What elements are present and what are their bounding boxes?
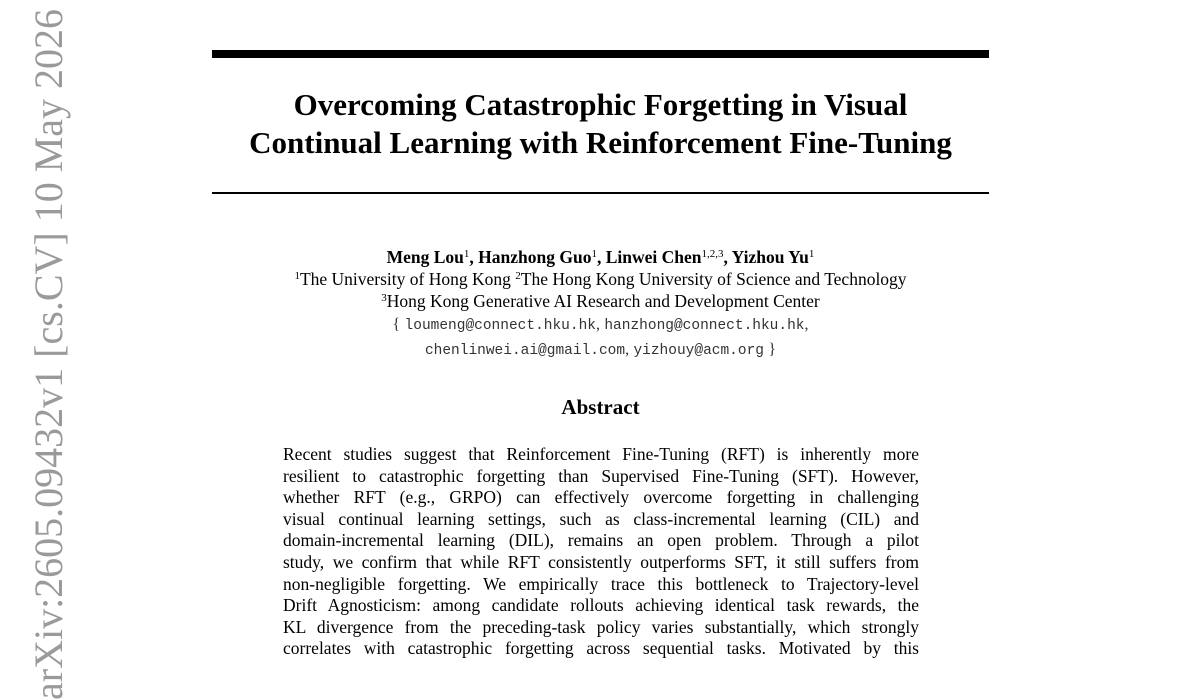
affiliation-line	[212, 268, 989, 290]
email-open-brace: {	[392, 316, 401, 333]
affiliation: Hong Kong Generative AI Research and Development Center	[386, 291, 820, 311]
email-line: { loumeng@connect.hku.hk, hanzhong@connect.hku.hk,	[392, 316, 809, 334]
abstract-line: correlates with catastrophic forgetting across sequential tasks. Motivated by this	[283, 638, 919, 659]
author-name: Hanzhong Guo	[478, 247, 592, 267]
title-bottom-rule	[212, 192, 989, 194]
author-list: Meng Lou$^1$, Hanzhong Guo$^1$, Linwei Chen$^{1,2,3}$, Yizhou Yu$^1$	[386, 247, 815, 267]
title-line: Overcoming Catastrophic Forgetting in Visual	[293, 87, 908, 122]
paper-title	[212, 86, 989, 162]
abstract-line: domain-incremental learning (DIL), remains an open problem. Through a pilot	[283, 530, 919, 551]
abstract-line: Drift Agnosticism: among candidate rollouts achieving identical task rewards, the	[283, 595, 919, 616]
author-affil-sup: 1	[591, 248, 597, 260]
email-line: chenlinwei.ai@gmail.com, yizhouy@acm.org }	[424, 341, 777, 359]
author-name: Yizhou Yu	[731, 247, 809, 267]
email-close-brace: }	[768, 341, 777, 358]
abstract-heading: Abstract	[561, 395, 640, 419]
abstract-line: non-negligible forgetting. We empirically trace this bottleneck to Trajectory-level	[283, 573, 919, 594]
email-address[interactable]: yizhouy@acm.org	[633, 343, 764, 359]
email-address[interactable]: hanzhong@connect.hku.hk	[604, 318, 805, 334]
email-address[interactable]: chenlinwei.ai@gmail.com	[424, 343, 626, 359]
abstract-line: KL divergence from the preceding-task policy varies substantially, which strongly	[283, 616, 919, 637]
author-name: Meng Lou	[386, 247, 464, 267]
author-affil-sup: 1,2,3	[701, 248, 724, 260]
author-affil-sup: 1	[463, 248, 470, 260]
abstract-line: resilient to catastrophic forgetting than Supervised Fine-Tuning (SFT). However,	[283, 465, 919, 486]
email-address[interactable]: loumeng@connect.hku.hk	[404, 318, 596, 334]
affil-sup: 3	[381, 292, 387, 304]
abstract-line: study, we confirm that while RFT consistently outperforms SFT, it still suffers from	[283, 551, 919, 572]
affiliation: The University of Hong Kong	[299, 269, 511, 289]
author-affil-sup: 1	[808, 248, 815, 260]
affil-sup: 1	[294, 270, 300, 282]
title-line: Continual Learning with Reinforcement Fine-Tuning	[249, 125, 952, 160]
affiliation: The Hong Kong University of Science and Technology	[520, 269, 907, 289]
affiliation-line	[212, 290, 989, 312]
abstract-body	[283, 444, 919, 660]
author-name: Linwei Chen	[605, 247, 702, 267]
affil-sup: 2	[515, 270, 521, 282]
abstract-line: whether RFT (e.g., GRPO) can effectively overcome forgetting in challenging	[283, 487, 919, 508]
arxiv-identifier-stamp: arXiv:2605.09432v1 [cs.CV] 10 May 2026	[26, 8, 71, 700]
abstract-line: Recent studies suggest that Reinforcement Fine-Tuning (RFT) is inherently more	[283, 444, 919, 464]
title-top-rule	[212, 50, 989, 58]
abstract-line: visual continual learning settings, such as class-incremental learning (CIL) and	[283, 508, 919, 529]
author-block	[212, 246, 989, 362]
